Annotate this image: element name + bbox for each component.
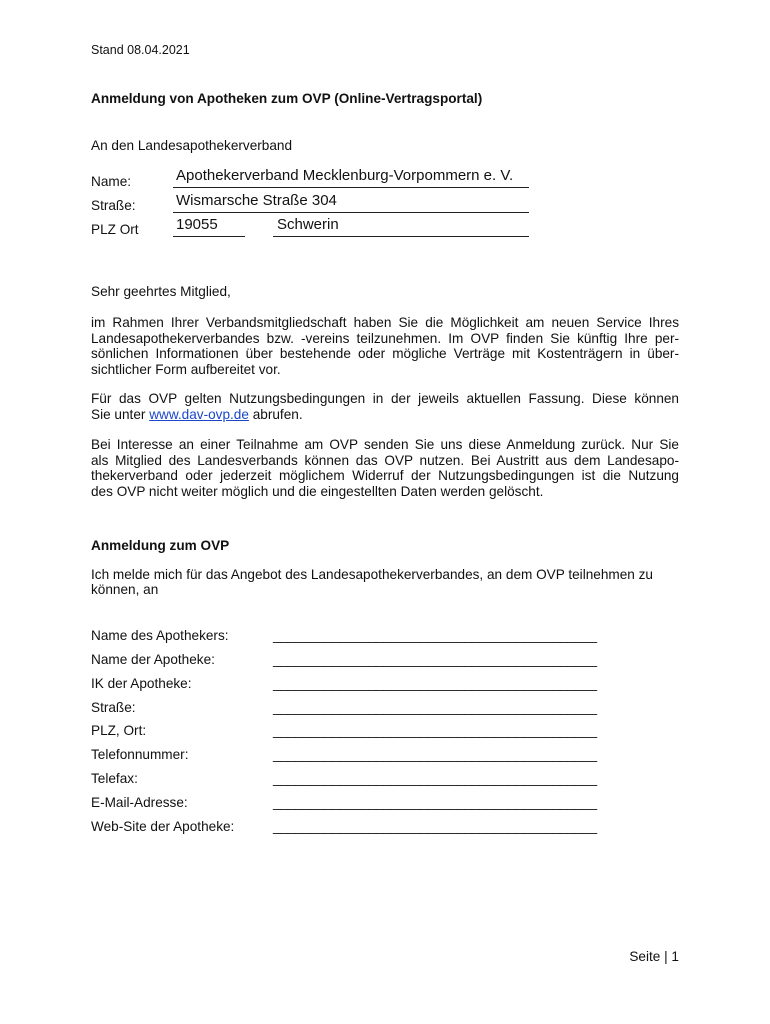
field-blank-street[interactable]: ____________________________________________ (273, 700, 597, 715)
field-blank-ik[interactable]: ____________________________________________ (273, 676, 597, 691)
page-number: Seite | 1 (629, 949, 679, 964)
field-label-street: Straße: (91, 700, 136, 715)
name-value[interactable]: Apothekerverband Mecklenburg-Vorpommern e. V. (176, 167, 514, 184)
city-label: PLZ Ort (91, 222, 139, 237)
field-blank-fax[interactable]: ____________________________________________ (273, 771, 597, 786)
field-label-website: Web-Site der Apotheke: (91, 819, 235, 834)
city-underline (273, 236, 529, 237)
registration-heading: Anmeldung zum OVP (91, 538, 230, 553)
zip-value[interactable]: 19055 (176, 216, 218, 233)
page-title: Anmeldung von Apotheken zum OVP (Online-Vertragsportal) (91, 91, 483, 106)
salutation: Sehr geehrtes Mitglied, (91, 284, 231, 299)
city-value[interactable]: Schwerin (277, 216, 339, 233)
paragraph-2-line (91, 407, 679, 423)
field-blank-email[interactable]: ____________________________________________ (273, 795, 597, 810)
paragraph-1 (91, 315, 679, 377)
name-underline (173, 187, 529, 188)
street-value[interactable]: Wismarsche Straße 304 (176, 192, 337, 209)
field-blank-zip-city[interactable]: ____________________________________________ (273, 723, 597, 738)
field-blank-website[interactable]: ____________________________________________ (273, 819, 597, 834)
paragraph-3-line: des OVP nicht weiter möglich und die eingestellten Daten werden gelöscht. (91, 483, 544, 499)
paragraph-2 (91, 391, 679, 422)
paragraph-1-line: sönlichen Informationen über bestehende oder mögliche Verträge mit Kostenträgern in über- (91, 346, 679, 361)
paragraph-1-line: sichtlicher Form aufbereitet vor. (91, 361, 281, 377)
recipient-intro: An den Landesapothekerverband (91, 138, 293, 153)
field-label-phone: Telefonnummer: (91, 747, 189, 762)
paragraph-3-line: Bei Interesse an einer Teilnahme am OVP senden Sie uns diese Anmeldung zurück. Nur Sie (91, 437, 679, 452)
paragraph-2-line: Für das OVP gelten Nutzungsbedingungen in der jeweils aktuellen Fassung. Diese können (91, 391, 679, 406)
registration-intro-line: Ich melde mich für das Angebot des Landesapothekerverbandes, an dem OVP teilnehmen zu (91, 567, 653, 582)
street-underline (173, 212, 529, 213)
name-label: Name: (91, 174, 132, 189)
link-suffix: abrufen. (248, 406, 303, 422)
field-label-pharmacist-name: Name des Apothekers: (91, 628, 229, 643)
paragraph-3 (91, 437, 679, 499)
paragraph-1-line: Landesapothekerverbandes bzw. -vereins teilzunehmen. Im OVP finden Sie künftig Ihre per- (91, 330, 679, 346)
paragraph-3-line: thekerverband oder jederzeit möglichem Widerruf der Nutzungsbedingungen ist die Nutzung (91, 468, 679, 483)
paragraph-3-line: als Mitglied des Landesverbands können das OVP nutzen. Bei Austritt aus dem Landesapo- (91, 452, 679, 468)
link-prefix: Sie unter (91, 406, 150, 422)
field-label-email: E-Mail-Adresse: (91, 795, 188, 810)
date-line: Stand 08.04.2021 (91, 43, 190, 57)
street-label: Straße: (91, 198, 136, 213)
zip-underline (173, 236, 245, 237)
paragraph-1-line: im Rahmen Ihrer Verbandsmitgliedschaft haben Sie die Möglichkeit am neuen Service Ihres (91, 315, 679, 330)
registration-intro-line: können, an (91, 582, 159, 597)
field-blank-phone[interactable]: ____________________________________________ (273, 747, 597, 762)
field-label-zip-city: PLZ, Ort: (91, 723, 147, 738)
field-label-pharmacy-name: Name der Apotheke: (91, 652, 215, 667)
field-blank-pharmacy-name[interactable]: ____________________________________________ (273, 652, 597, 667)
ovp-website-link[interactable]: www.dav-ovp.de (149, 406, 249, 422)
field-label-fax: Telefax: (91, 771, 138, 786)
field-label-ik: IK der Apotheke: (91, 676, 192, 691)
field-blank-pharmacist-name[interactable]: ____________________________________________ (273, 628, 597, 643)
